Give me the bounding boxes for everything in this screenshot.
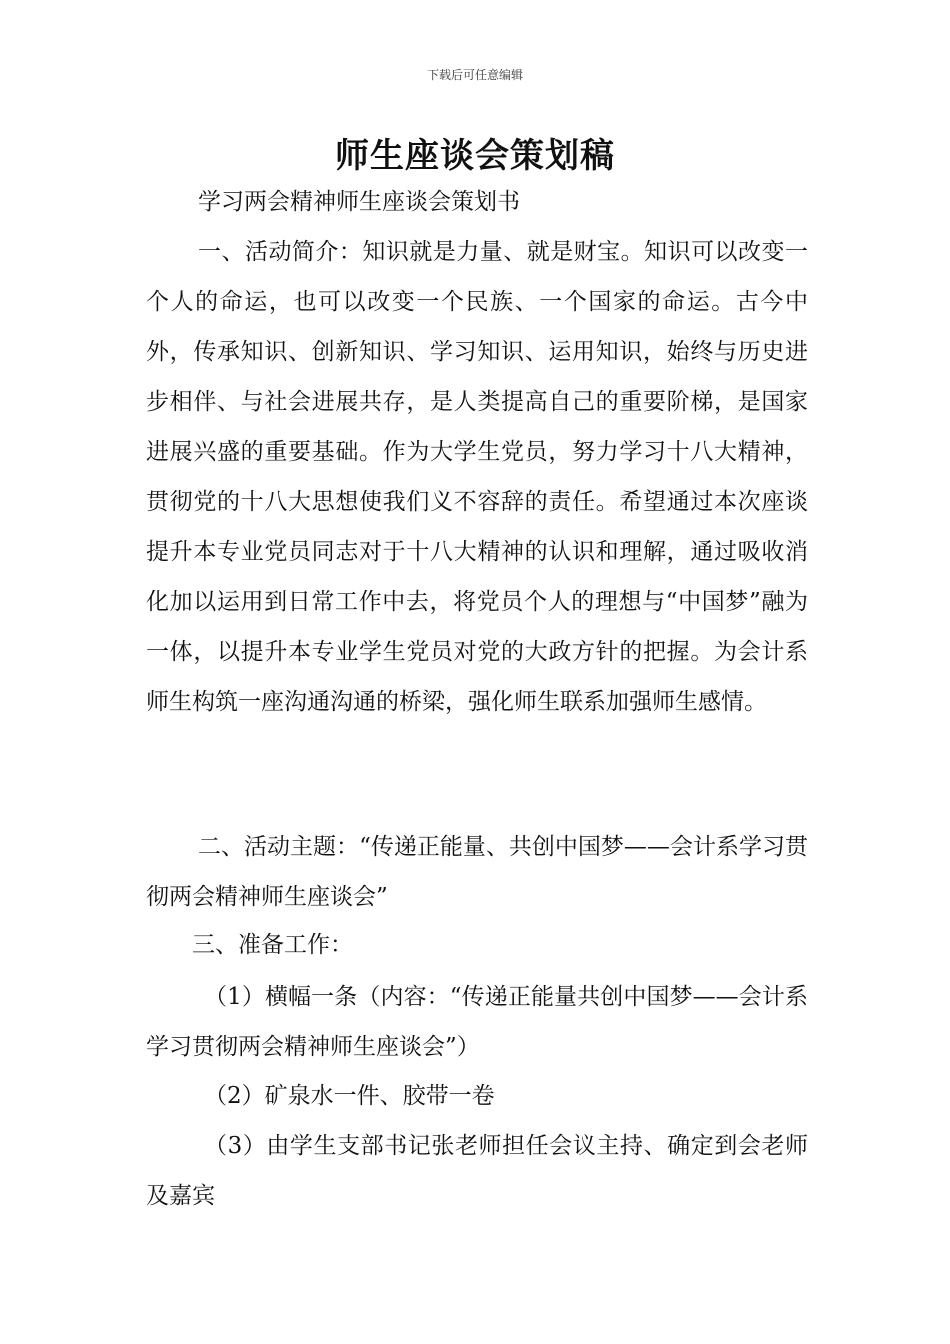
- paragraph-preparation-item-3: （3）由学生支部书记张老师担任会议主持、确定到会老师及嘉宾: [146, 1133, 808, 1209]
- paragraph-preparation-item-2: （2）矿泉水一件、胶带一卷: [204, 1083, 495, 1109]
- header-note: 下载后可任意编辑: [426, 68, 523, 82]
- paragraph-activity-intro: 一、活动简介：知识就是力量、就是财宝。知识可以改变一个人的命运，也可以改变一个民族、一个国家的命运。古今中外，传承知识、创新知识、学习知识、运用知识，始终与历史进步相伴、与社会进展共存，是人类提高自己的重要阶梯，是国家进展兴盛的重要基础。作为大学生党员，努力学习十八大精神，贯彻党的十八大思想使我们义不容辞的责任。希望通过本次座谈提升本专业党员同志对于十八大精神的认识和理解，通过吸收消化加以运用到日常工作中去，将党员个人的理想与“中国梦”融为一体，以提升本专业学生党员对党的大政方针的把握。为会计系师生构筑一座沟通沟通的桥梁，强化师生联系加强师生感情。: [146, 239, 808, 715]
- document-title: 师生座谈会策划稿: [335, 136, 615, 176]
- paragraph-preparation-item-1: （1）横幅一条（内容：“传递正能量共创中国梦——会计系学习贯彻两会精神师生座谈会”）: [146, 984, 808, 1060]
- document-subtitle: 学习两会精神师生座谈会策划书: [198, 189, 520, 215]
- paragraph-preparation-heading: 三、准备工作：: [192, 932, 353, 958]
- paragraph-activity-theme: 二、活动主题：“传递正能量、共创中国梦——会计系学习贯彻两会精神师生座谈会”: [146, 834, 808, 910]
